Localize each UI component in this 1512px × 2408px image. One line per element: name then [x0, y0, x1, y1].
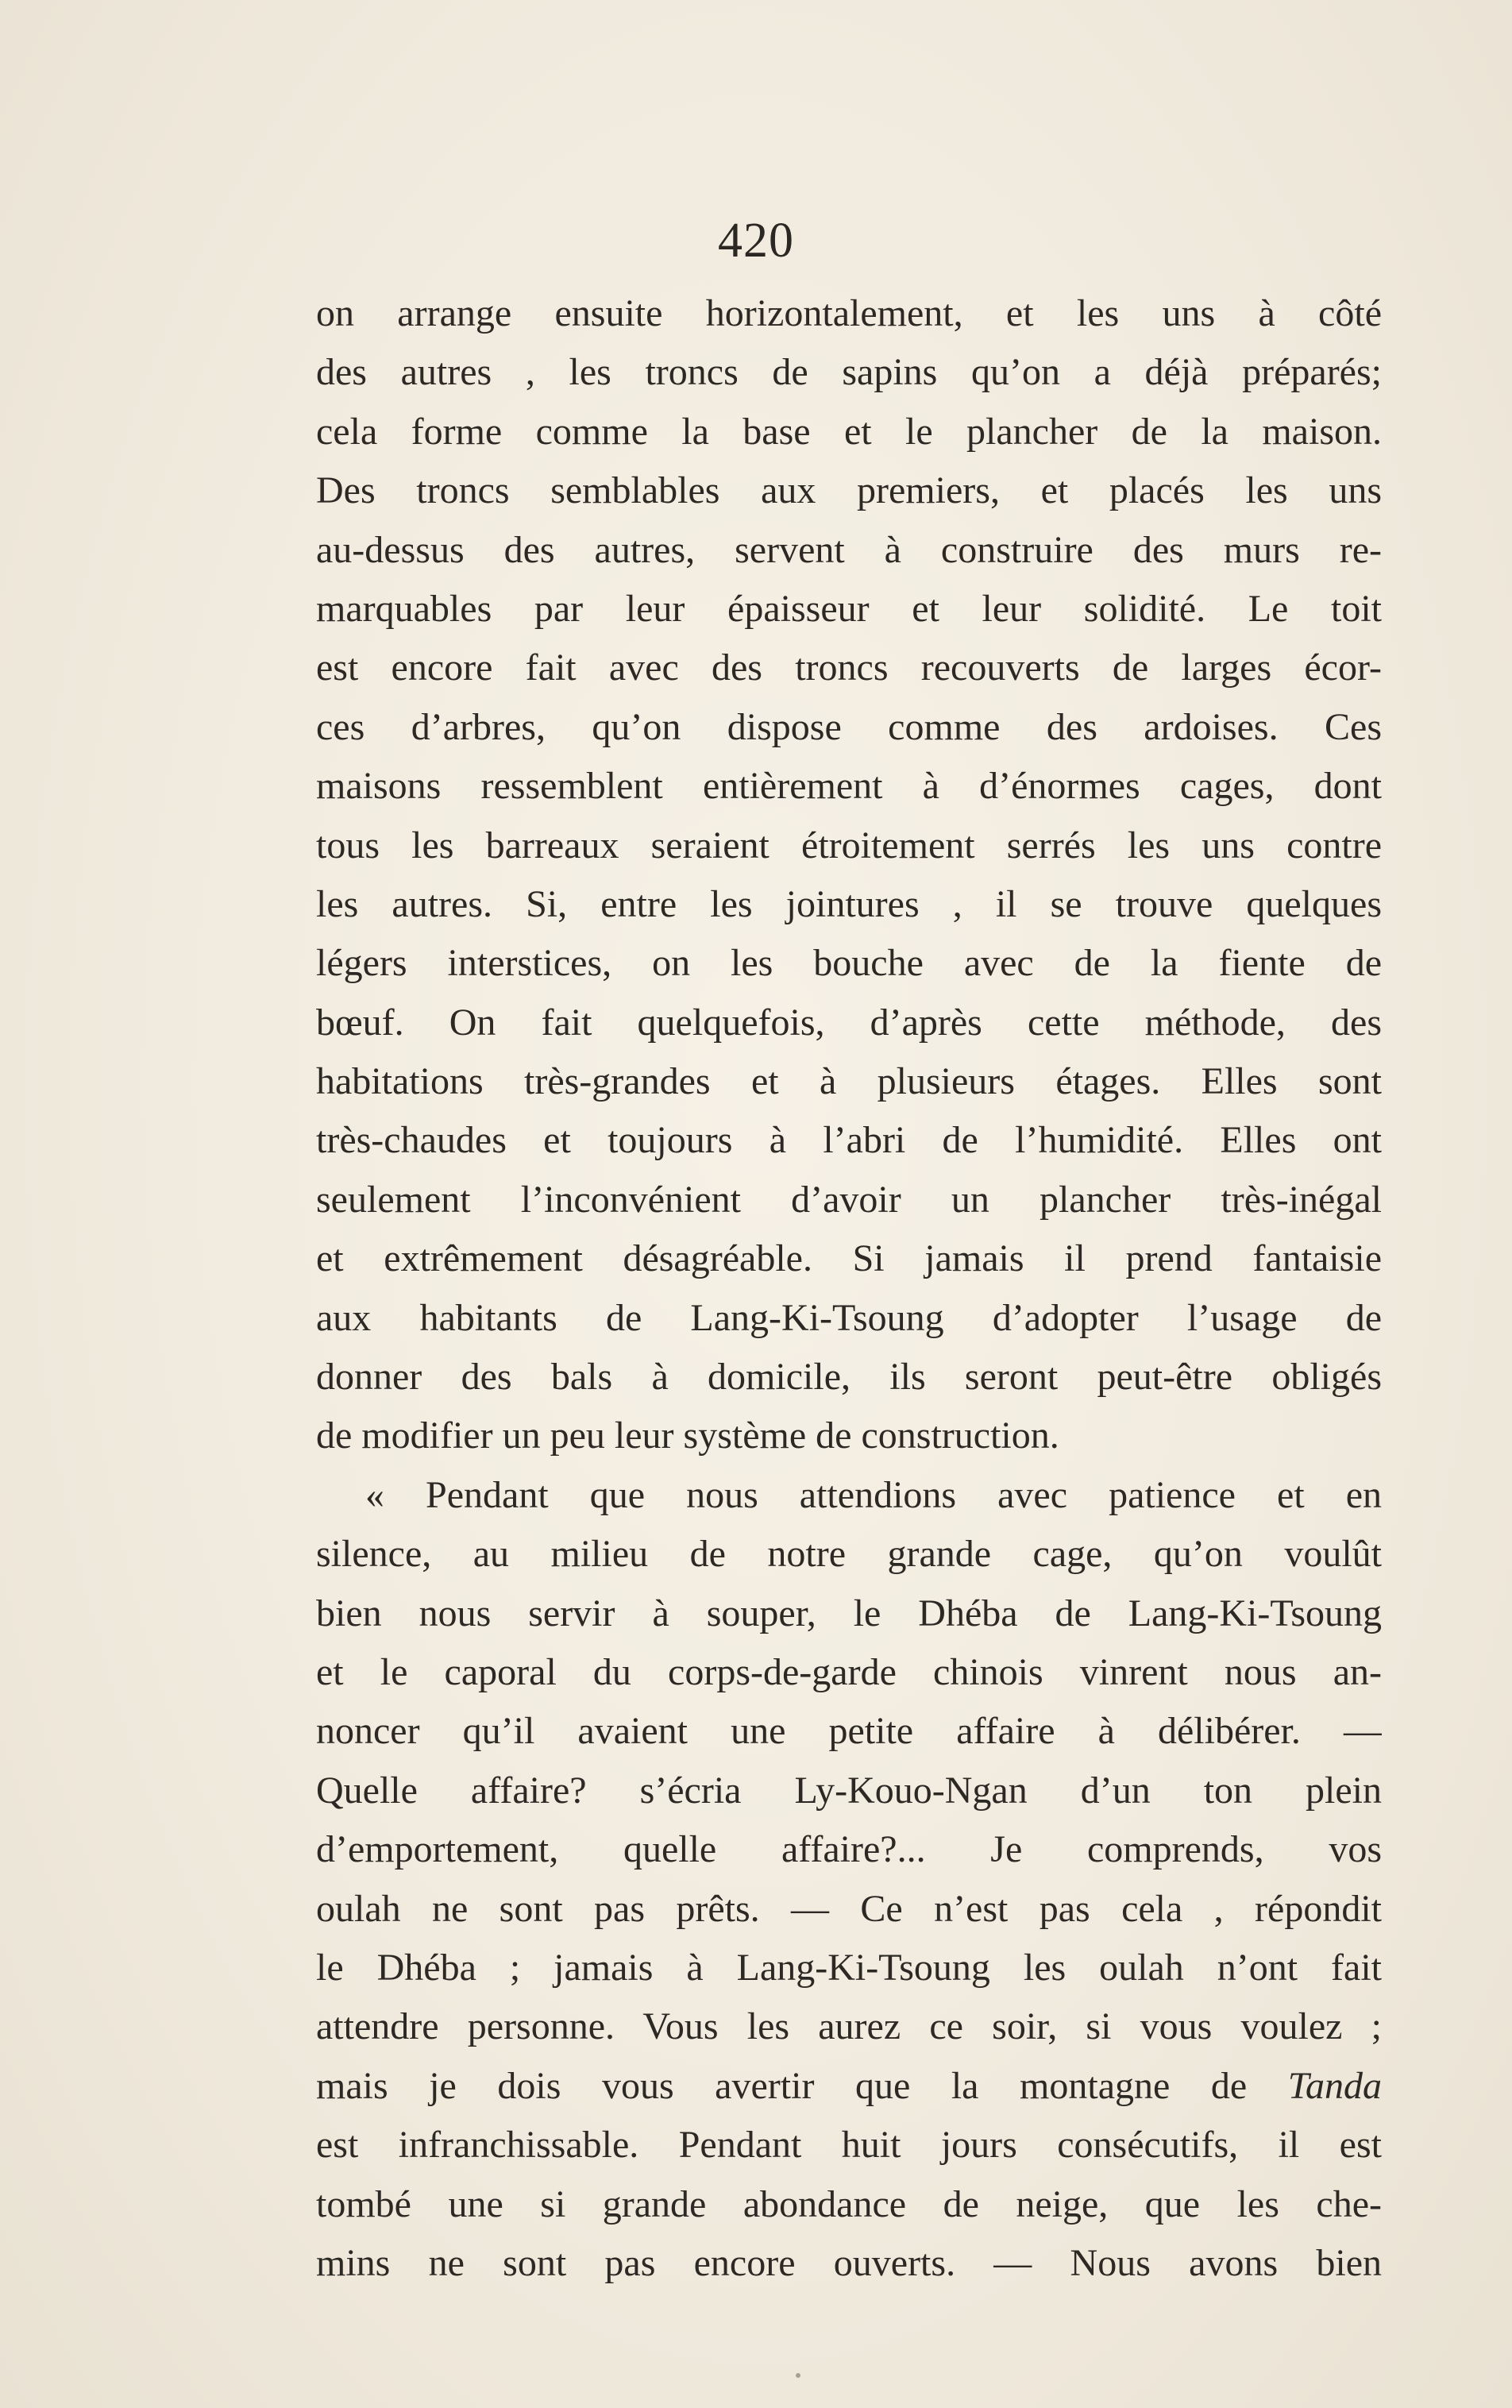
italic-place-name: Tanda	[1287, 2064, 1382, 2107]
text-line-34: mins ne sont pas encore ouverts. — Nous avons bien	[316, 2241, 1382, 2284]
text-line-29: le Dhéba ; jamais à Lang-Ki-Tsoung les oulah n’ont fait	[316, 1946, 1382, 1989]
text-line-3: cela forme comme la base et le plancher de la maison.	[316, 410, 1382, 453]
text-line-15: très-chaudes et toujours à l’abri de l’humidité. Elles ont	[316, 1119, 1382, 1162]
text-line-17: et extrêmement désagréable. Si jamais il prend fantaisie	[316, 1237, 1382, 1280]
text-line-12: légers interstices, on les bouche avec de la fiente de	[316, 942, 1382, 985]
text-line-6: marquables par leur épaisseur et leur solidité. Le toit	[316, 587, 1382, 630]
text-line-31	[316, 2057, 1382, 2116]
text-line-11: les autres. Si, entre les jointures , il se trouve quelques	[316, 882, 1382, 925]
text-line-25: noncer qu’il avaient une petite affaire à délibérer. —	[316, 1710, 1382, 1753]
body-text	[316, 284, 1382, 2293]
text-line-30: attendre personne. Vous les aurez ce soir, si vous voulez ;	[316, 2005, 1382, 2048]
text-line-19: donner des bals à domicile, ils seront peut-être obligés	[316, 1356, 1382, 1399]
text-line-8: ces d’arbres, qu’on dispose comme des ardoises. Ces	[316, 705, 1382, 748]
text-line-22: silence, au milieu de notre grande cage, qu’on voulût	[316, 1533, 1382, 1576]
text-line-18: aux habitants de Lang-Ki-Tsoung d’adopter l’usage de	[316, 1296, 1382, 1339]
text-line-28: oulah ne sont pas prêts. — Ce n’est pas cela , répondit	[316, 1887, 1382, 1930]
text-line-23: bien nous servir à souper, le Dhéba de Lang-Ki-Tsoung	[316, 1592, 1382, 1634]
text-line-33: tombé une si grande abondance de neige, que les che-	[316, 2182, 1382, 2225]
text-line-31-main: mais je dois vous avertir que la montagne de	[316, 2064, 1248, 2107]
text-line-16: seulement l’inconvénient d’avoir un plancher très-inégal	[316, 1178, 1382, 1221]
text-line-10: tous les barreaux seraient étroitement serrés les uns contre	[316, 824, 1382, 866]
text-line-4: Des troncs semblables aux premiers, et placés les uns	[316, 469, 1382, 512]
text-line-14: habitations très-grandes et à plusieurs étages. Elles sont	[316, 1060, 1382, 1103]
text-line-24: et le caporal du corps-de-garde chinois vinrent nous an-	[316, 1650, 1382, 1693]
text-line-21: « Pendant que nous attendions avec patience et en	[365, 1473, 1382, 1516]
text-line-2: des autres , les troncs de sapins qu’on a déjà préparés;	[316, 351, 1382, 394]
text-line-27: d’emportement, quelle affaire?... Je comprends, vos	[316, 1828, 1382, 1871]
text-line-20: de modifier un peu leur système de construction.	[316, 1414, 1059, 1457]
text-line-5: au-dessus des autres, servent à construire des murs re-	[316, 528, 1382, 571]
text-line-1: on arrange ensuite horizontalement, et les uns à côté	[316, 292, 1382, 334]
page-speck	[796, 2373, 800, 2378]
text-line-7: est encore fait avec des troncs recouverts de larges écor-	[316, 646, 1382, 689]
text-line-26: Quelle affaire? s’écria Ly-Kouo-Ngan d’un ton plein	[316, 1769, 1382, 1812]
text-line-32: est infranchissable. Pendant huit jours consécutifs, il est	[316, 2124, 1382, 2167]
text-line-9: maisons ressemblent entièrement à d’énormes cages, dont	[316, 765, 1382, 808]
text-line-13: bœuf. On fait quelquefois, d’après cette méthode, des	[316, 1001, 1382, 1044]
page-number: 420	[718, 214, 794, 268]
